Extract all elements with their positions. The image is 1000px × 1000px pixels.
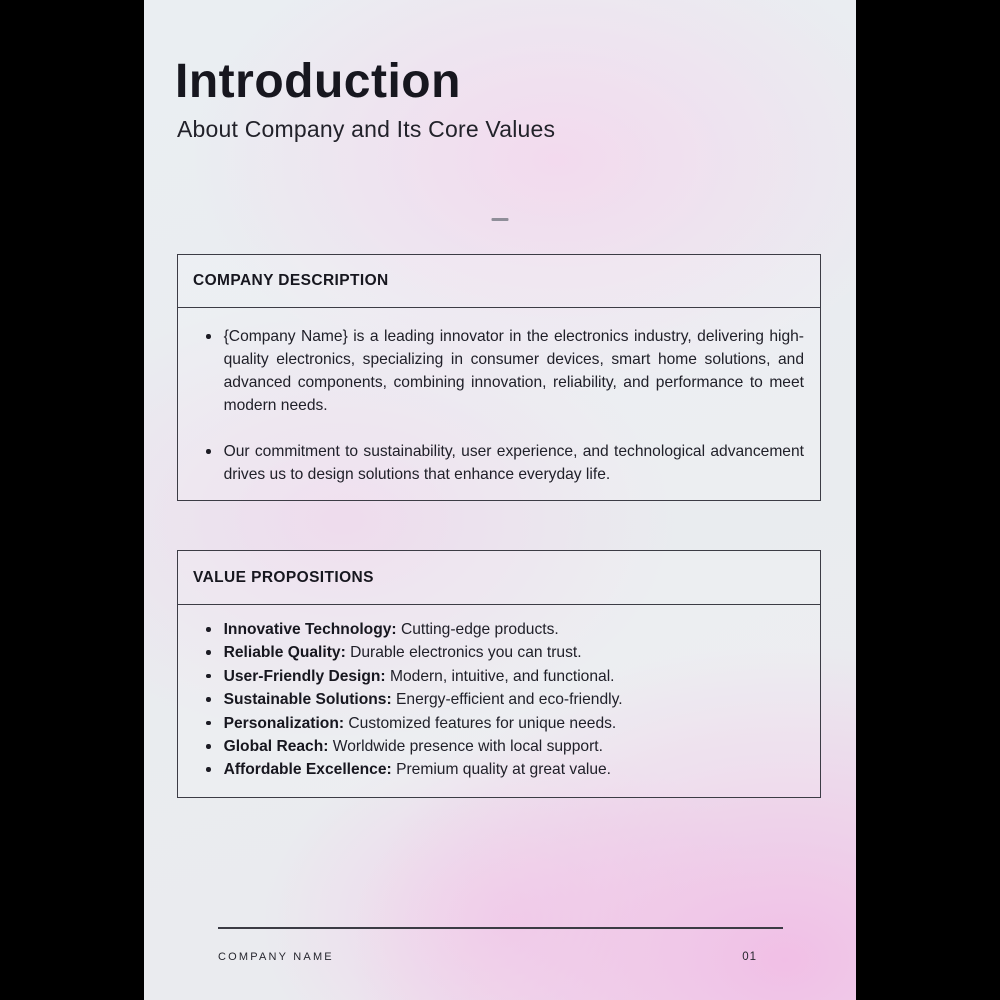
- value-proposition-label: User-Friendly Design:: [223, 667, 386, 685]
- bullet-dot-icon: [206, 744, 211, 749]
- value-proposition-label: Affordable Excellence:: [223, 761, 392, 779]
- value-proposition-text: Cutting-edge products.: [400, 621, 559, 638]
- value-proposition-label: Reliable Quality:: [223, 644, 346, 662]
- value-proposition-text: Premium quality at great value.: [396, 761, 612, 779]
- value-proposition-text: Customized features for unique needs.: [348, 714, 617, 732]
- value-proposition-text: Modern, intuitive, and functional.: [389, 667, 615, 685]
- value-proposition: [224, 735, 603, 758]
- company-description-bullet: {Company Name} is a leading innovator in the electronics industry, delivering high-quality electronics, specializing in consumer devices, smart home solutions, and advanced components, combining innovation, reliability, and performance to meet modern needs.: [223, 328, 804, 414]
- list-item: [194, 688, 804, 711]
- value-proposition-label: Sustainable Solutions:: [223, 691, 392, 709]
- footer-divider-line: [218, 927, 783, 929]
- value-proposition-label: Personalization:: [223, 714, 345, 732]
- value-proposition-text: Energy-efficient and eco-friendly.: [396, 691, 623, 709]
- value-propositions-heading: VALUE PROPOSITIONS: [178, 551, 820, 605]
- document-page: [144, 0, 856, 1000]
- value-proposition-text: Durable electronics you can trust.: [350, 644, 582, 662]
- value-proposition-label: Innovative Technology:: [223, 621, 397, 638]
- list-item: [194, 665, 804, 688]
- page-subtitle: About Company and Its Core Values: [177, 116, 556, 142]
- value-propositions-list: [194, 618, 804, 782]
- list-item: [194, 758, 804, 781]
- list-item: [194, 735, 804, 758]
- footer-page-number: 01: [742, 951, 757, 963]
- bullet-dot-icon: [206, 334, 211, 339]
- bullet-dot-icon: [206, 449, 211, 454]
- bullet-dot-icon: [206, 674, 211, 679]
- value-proposition: [224, 712, 617, 735]
- bullet-dot-icon: [206, 627, 211, 632]
- value-propositions-box: [177, 550, 821, 798]
- company-description-list: [194, 325, 804, 486]
- company-description-bullet: Our commitment to sustainability, user experience, and technological advancement drives us to design solutions that enhance everyday life.: [223, 443, 804, 483]
- bullet-dot-icon: [206, 721, 211, 726]
- value-proposition: [224, 618, 559, 641]
- list-item: [194, 641, 804, 664]
- footer-company-name: COMPANY NAME: [218, 951, 334, 963]
- bullet-dot-icon: [206, 697, 211, 702]
- bullet-dot-icon: [206, 650, 211, 655]
- company-description-box: [177, 254, 821, 501]
- list-item: [194, 440, 804, 486]
- page-footer: [218, 951, 783, 963]
- value-proposition-text: Worldwide presence with local support.: [332, 738, 603, 756]
- value-proposition: [224, 641, 582, 664]
- value-proposition: [224, 758, 611, 781]
- value-proposition: [224, 688, 623, 711]
- value-proposition: [224, 665, 615, 688]
- list-item: [194, 712, 804, 735]
- value-propositions-body: [178, 605, 820, 782]
- company-description-body: [178, 308, 820, 486]
- value-proposition-label: Global Reach:: [223, 738, 329, 756]
- bullet-dot-icon: [206, 767, 211, 772]
- list-item: [194, 618, 804, 641]
- decorative-dash-divider: [492, 218, 509, 221]
- list-item: [194, 325, 804, 417]
- page-title: Introduction: [175, 55, 461, 108]
- company-description-heading: COMPANY DESCRIPTION: [178, 255, 820, 308]
